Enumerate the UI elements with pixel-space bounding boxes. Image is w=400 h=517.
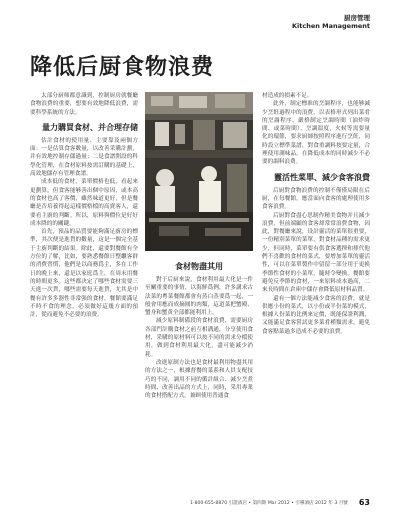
subhead-purchase-storage: 量力購買食材、并合理存储: [42, 122, 138, 132]
paragraph: 此外，制定標准的烹調程序，也能够減少烹飪過程中的浪費，以表格形式列出菜肴的烹調程序、嚴格制定烹調時間（油炸時間、或菜時間）、烹調溫度，火候等需要量化的環節，要求厨師按照程序進行烹飪，同時設立標準菜譜，對食重調料按要定量，合理使用測味品，在降低成本的同時減少不必要的調料浪费。: [262, 101, 370, 166]
page-footer: 1-800-655-8870 引證酒店 • 第四期 Mar 2012 • 引導酒店 2012 年 3 月號: [190, 501, 348, 506]
paragraph: 成本低的食材，菜單價格也低，看起來更劃算，但食客能够善出個中原因，或本高的食材也高了客價，雖然味道更好，但是餐廳是否培養得起這樣價格檔的高賣客人，還要看主廚的判斷。所以，原料與價位是好好成本降的的關鍵。: [30, 179, 138, 227]
subhead-flexible-menu: 靈活性菜單、減少食客浪費: [274, 172, 370, 182]
paragraph: 首先，預品的品質要能夠滿足廚房的標準，其次便是進貨的數量，这是一個完全基于主廚判斷的結果。除此，還要對餐館有全方位的了解，比如，要熟悉餐館日整繼客群的消費習慣，他們是以商務爲主，多在工作日的晚上來，還是以家庭爲主，在周末用餐的時間更多。这些都决定了哪些食材需要三天進一次貨，哪些需要每天進貨，尤其是中餐有許多多器性非常强的食材，餐館要滿足不時不食的理念，必須做好這幾方面的預計，從而避免不必要的浪费。: [30, 229, 138, 319]
paragraph: 后厨對食盡心思制作精美食物并且減少浪費，但前端顧的食客却常常浪費食物，因此，對餐廳來說，设計靈活的菜單很重要，一份精別菜單的菜單，對食材品種的需求更少，但同時，菜單要有供食客選擇和排代他們不喜歡的食材的菜式，要增加菜單的靈活性，可以在菜單製作中留留一部分用于更换季節性食材的小菜單，隨時令變換。餐館要避免反季節的食材，一來原料成本過高，二來長時間在倉庫中儲存會降低原材料品質。: [262, 212, 370, 294]
section-label-en: Kitchen Management: [292, 22, 370, 30]
page-number: 63: [358, 498, 370, 507]
article-column-3: [262, 92, 370, 336]
paragraph: 還有一個方法能减少食客的浪費，就是供應小份的菜式，以小份或半份菜的模式，根據人份菜的比例來定價，既能保證利潤，又能滿足食客嘗試更多菜肴種類需求，避免食客點菜過多造成不必要的浪費。: [262, 295, 370, 335]
paragraph: 減少原料制備段的食材浪費，需要厨房各部門計購食材之前互相溝通，分享使用食材，采購的原材料可以按不同的需求分檔使用，做到食材利用最大化，盡可能減少消耗。: [145, 318, 253, 358]
paragraph: 估計食材的使用量、主要靠及兩個方面：一是估算食客數量，以改善采購計劃，并有效地控制存儲過量；二是食譜開設的科學化管理，在食材原料按需訂購的基礎上，高效地儲存有管理食譜。: [30, 137, 138, 178]
article-column-1: [30, 92, 138, 319]
paragraph: 對于后厨來說，食材利用最大化是一件至關重要的事情，以海鮮爲例，許多講求古法菜的粵菜餐館都會有蒸白蒸要爲一起，一般會用應而成摘圓的肉類，這道菜把蟹殿、蟹身和蟹黄全部都能利用上。: [145, 277, 253, 317]
subhead-ingredient-use: 食材物盡其用: [175, 262, 223, 271]
kitchen-photo: [145, 92, 253, 251]
section-label: [292, 14, 370, 30]
section-label-cn: 厨房管理: [344, 14, 370, 22]
paragraph: 改進原制方法也是食材最利用物盡其用的方法之一，根據督餐的菜系和人員支配技巧的不同，調用不同的循計組合、減少烹煮時間、改善出品的方式上，同時，采用專業的食材搭配方式，兼顾使用普通食: [145, 359, 253, 400]
article-column-2: [145, 258, 253, 400]
paragraph: 后厨對食物浪費的控制不僅僅局限在后厨，在每餐館，應當面向食客的處理使用多食客浪費。: [262, 187, 370, 211]
intro-paragraph: 太部分厨师都意識到，控制厨房就餐廳食物浪費的重要，想要有效地降低浪費，需要科學系統的方法。: [30, 93, 138, 116]
paragraph: 材造成的損素不足。: [262, 93, 313, 99]
article-headline: 降低后厨食物浪费: [30, 55, 215, 80]
